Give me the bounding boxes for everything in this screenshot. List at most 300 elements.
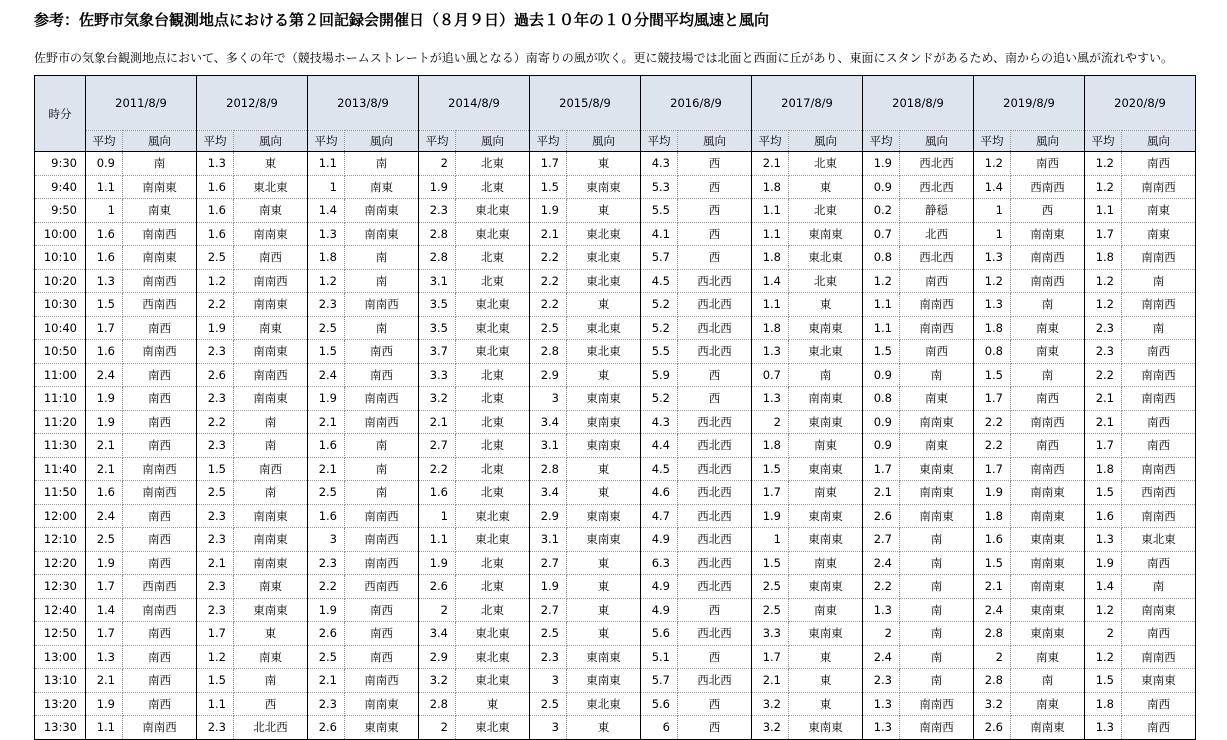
wind-direction-cell: 南 xyxy=(900,551,974,575)
wind-direction-cell: 南南西 xyxy=(345,410,419,434)
avg-header: 平均 xyxy=(308,131,345,152)
wind-direction-cell: 南南西 xyxy=(123,340,197,364)
wind-direction-cell: 東 xyxy=(234,152,308,176)
wind-direction-cell: 北東 xyxy=(456,575,530,599)
wind-direction-cell: 東北東 xyxy=(456,528,530,552)
wind-direction-cell: 北東 xyxy=(456,387,530,411)
avg-speed-cell: 1.2 xyxy=(1085,645,1122,669)
time-cell: 9:50 xyxy=(35,199,86,223)
wind-direction-cell: 南 xyxy=(900,598,974,622)
avg-speed-cell: 1.3 xyxy=(1085,528,1122,552)
wind-direction-cell: 南東 xyxy=(234,316,308,340)
avg-speed-cell: 1.7 xyxy=(197,622,234,646)
wind-direction-cell: 西北西 xyxy=(678,316,752,340)
avg-speed-cell: 2.4 xyxy=(863,551,900,575)
avg-speed-cell: 1.9 xyxy=(308,387,345,411)
wind-direction-cell: 南 xyxy=(345,152,419,176)
table-row xyxy=(35,575,1196,599)
wind-direction-cell: 南 xyxy=(345,434,419,458)
wind-direction-cell: 南南西 xyxy=(234,363,308,387)
avg-speed-cell: 5.5 xyxy=(641,199,678,223)
wind-direction-cell: 南東 xyxy=(1011,692,1085,716)
wind-direction-cell: 東南東 xyxy=(1011,622,1085,646)
avg-speed-cell: 3.2 xyxy=(419,669,456,693)
avg-speed-cell: 0.8 xyxy=(863,246,900,270)
avg-speed-cell: 2.3 xyxy=(308,692,345,716)
avg-speed-cell: 1.5 xyxy=(197,669,234,693)
wind-direction-cell: 東南東 xyxy=(789,622,863,646)
wind-direction-cell: 南 xyxy=(345,316,419,340)
avg-speed-cell: 1.7 xyxy=(1085,222,1122,246)
wind-direction-cell: 南南東 xyxy=(234,504,308,528)
avg-speed-cell: 1.9 xyxy=(752,504,789,528)
avg-speed-cell: 5.2 xyxy=(641,387,678,411)
avg-speed-cell: 1.1 xyxy=(863,293,900,317)
year-header-row xyxy=(35,76,1196,131)
avg-speed-cell: 1.3 xyxy=(974,246,1011,270)
year-header: 2015/8/9 xyxy=(530,76,641,131)
wind-direction-cell: 東南東 xyxy=(567,175,641,199)
wind-direction-cell: 西 xyxy=(678,199,752,223)
wind-direction-cell: 北東 xyxy=(456,457,530,481)
time-cell: 11:30 xyxy=(35,434,86,458)
wind-direction-cell: 東北東 xyxy=(789,340,863,364)
avg-speed-cell: 1.7 xyxy=(86,575,123,599)
year-header: 2019/8/9 xyxy=(974,76,1085,131)
avg-speed-cell: 1.9 xyxy=(86,387,123,411)
avg-speed-cell: 1.4 xyxy=(974,175,1011,199)
avg-speed-cell: 1.5 xyxy=(752,457,789,481)
wind-direction-cell: 東南東 xyxy=(567,504,641,528)
avg-speed-cell: 3.4 xyxy=(530,410,567,434)
wind-direction-cell: 東南東 xyxy=(789,716,863,740)
avg-speed-cell: 1.9 xyxy=(530,575,567,599)
time-cell: 10:10 xyxy=(35,246,86,270)
wind-direction-cell: 西北西 xyxy=(678,575,752,599)
avg-speed-cell: 3.2 xyxy=(974,692,1011,716)
avg-speed-cell: 5.6 xyxy=(641,692,678,716)
wind-direction-cell: 西 xyxy=(1011,199,1085,223)
avg-speed-cell: 1.5 xyxy=(974,363,1011,387)
avg-speed-cell: 4.9 xyxy=(641,598,678,622)
wind-direction-cell: 南 xyxy=(234,410,308,434)
avg-speed-cell: 6 xyxy=(641,716,678,740)
wind-direction-cell: 南南西 xyxy=(123,457,197,481)
wind-direction-cell: 南 xyxy=(234,481,308,505)
subheader-row xyxy=(35,131,1196,152)
avg-speed-cell: 2.1 xyxy=(1085,387,1122,411)
avg-speed-cell: 1.1 xyxy=(197,692,234,716)
wind-direction-cell: 西南西 xyxy=(123,293,197,317)
avg-speed-cell: 2.8 xyxy=(419,692,456,716)
table-row xyxy=(35,716,1196,740)
wind-direction-cell: 東 xyxy=(567,152,641,176)
avg-speed-cell: 2.1 xyxy=(863,481,900,505)
wind-direction-cell: 南 xyxy=(234,434,308,458)
avg-speed-cell: 5.9 xyxy=(641,363,678,387)
avg-speed-cell: 3.7 xyxy=(419,340,456,364)
wind-direction-cell: 南南西 xyxy=(1122,246,1196,270)
avg-speed-cell: 2.2 xyxy=(974,434,1011,458)
wind-direction-cell: 南西 xyxy=(345,340,419,364)
wind-direction-cell: 東 xyxy=(567,622,641,646)
avg-speed-cell: 0.7 xyxy=(863,222,900,246)
wind-direction-cell: 北東 xyxy=(456,551,530,575)
table-row xyxy=(35,387,1196,411)
wind-direction-cell: 南南西 xyxy=(345,528,419,552)
avg-speed-cell: 2.8 xyxy=(419,222,456,246)
wind-direction-cell: 南西 xyxy=(1122,551,1196,575)
table-row xyxy=(35,340,1196,364)
time-cell: 10:00 xyxy=(35,222,86,246)
avg-speed-cell: 1.1 xyxy=(863,316,900,340)
wind-direction-cell: 南南西 xyxy=(1122,387,1196,411)
avg-speed-cell: 2.1 xyxy=(308,410,345,434)
wind-direction-cell: 西北西 xyxy=(678,269,752,293)
avg-speed-cell: 2.1 xyxy=(974,575,1011,599)
avg-speed-cell: 1.9 xyxy=(419,551,456,575)
avg-speed-cell: 0.9 xyxy=(863,434,900,458)
wind-direction-cell: 南南東 xyxy=(234,387,308,411)
avg-speed-cell: 2.7 xyxy=(863,528,900,552)
wind-direction-cell: 南南西 xyxy=(345,504,419,528)
wind-direction-cell: 南 xyxy=(900,363,974,387)
wind-direction-cell: 東北東 xyxy=(456,504,530,528)
wind-direction-cell: 南南東 xyxy=(900,481,974,505)
time-cell: 12:00 xyxy=(35,504,86,528)
time-cell: 11:00 xyxy=(35,363,86,387)
avg-speed-cell: 2.2 xyxy=(1085,363,1122,387)
wind-direction-cell: 南東 xyxy=(789,598,863,622)
avg-speed-cell: 1.5 xyxy=(86,293,123,317)
avg-speed-cell: 2.7 xyxy=(530,551,567,575)
wind-direction-cell: 南南西 xyxy=(1122,293,1196,317)
wind-direction-cell: 南南西 xyxy=(1122,175,1196,199)
wind-direction-cell: 北東 xyxy=(789,269,863,293)
avg-speed-cell: 2.6 xyxy=(974,716,1011,740)
avg-speed-cell: 2.6 xyxy=(419,575,456,599)
table-row xyxy=(35,246,1196,270)
avg-speed-cell: 1.7 xyxy=(863,457,900,481)
avg-speed-cell: 1.1 xyxy=(86,175,123,199)
avg-speed-cell: 2.5 xyxy=(530,316,567,340)
avg-speed-cell: 4.5 xyxy=(641,269,678,293)
wind-direction-cell: 東 xyxy=(567,199,641,223)
avg-speed-cell: 1.7 xyxy=(86,316,123,340)
wind-direction-cell: 南南東 xyxy=(234,551,308,575)
avg-speed-cell: 5.1 xyxy=(641,645,678,669)
avg-speed-cell: 2.1 xyxy=(530,222,567,246)
avg-header: 平均 xyxy=(197,131,234,152)
wind-direction-cell: 南西 xyxy=(1122,622,1196,646)
avg-speed-cell: 1.6 xyxy=(86,340,123,364)
table-row xyxy=(35,410,1196,434)
avg-speed-cell: 2.5 xyxy=(530,622,567,646)
avg-speed-cell: 1.6 xyxy=(308,434,345,458)
wind-direction-cell: 東南東 xyxy=(234,598,308,622)
avg-speed-cell: 1.5 xyxy=(197,457,234,481)
avg-speed-cell: 3 xyxy=(530,669,567,693)
wind-direction-cell: 東 xyxy=(789,669,863,693)
wind-direction-cell: 東南東 xyxy=(789,410,863,434)
avg-speed-cell: 1.1 xyxy=(752,199,789,223)
wind-direction-cell: 西 xyxy=(678,692,752,716)
wind-direction-cell: 南南東 xyxy=(1011,504,1085,528)
avg-speed-cell: 2.5 xyxy=(752,575,789,599)
avg-speed-cell: 4.7 xyxy=(641,504,678,528)
direction-header: 風向 xyxy=(1122,131,1196,152)
wind-direction-cell: 西南西 xyxy=(1122,481,1196,505)
wind-direction-cell: 東北東 xyxy=(456,669,530,693)
avg-speed-cell: 1.7 xyxy=(86,622,123,646)
wind-direction-cell: 東北東 xyxy=(456,716,530,740)
avg-speed-cell: 1 xyxy=(974,222,1011,246)
wind-direction-cell: 南西 xyxy=(1011,152,1085,176)
wind-direction-cell: 東 xyxy=(567,598,641,622)
avg-header: 平均 xyxy=(863,131,900,152)
wind-direction-cell: 東北東 xyxy=(456,645,530,669)
wind-data-table xyxy=(34,75,1196,740)
avg-speed-cell: 2.2 xyxy=(530,246,567,270)
wind-direction-cell: 東南東 xyxy=(345,716,419,740)
wind-direction-cell: 南南西 xyxy=(900,692,974,716)
avg-speed-cell: 1 xyxy=(308,175,345,199)
avg-speed-cell: 2.4 xyxy=(308,363,345,387)
avg-speed-cell: 2.9 xyxy=(530,504,567,528)
wind-direction-cell: 西南西 xyxy=(1011,175,1085,199)
avg-speed-cell: 2 xyxy=(863,622,900,646)
wind-direction-cell: 東北東 xyxy=(567,340,641,364)
avg-speed-cell: 2.1 xyxy=(308,669,345,693)
avg-speed-cell: 2 xyxy=(419,598,456,622)
table-row xyxy=(35,622,1196,646)
avg-speed-cell: 2.5 xyxy=(308,645,345,669)
avg-speed-cell: 1.8 xyxy=(752,434,789,458)
avg-speed-cell: 1.3 xyxy=(752,340,789,364)
avg-speed-cell: 2.7 xyxy=(530,598,567,622)
direction-header: 風向 xyxy=(345,131,419,152)
wind-direction-cell: 西南西 xyxy=(345,575,419,599)
wind-direction-cell: 南南東 xyxy=(1011,551,1085,575)
wind-direction-cell: 東南東 xyxy=(900,457,974,481)
wind-direction-cell: 南東 xyxy=(234,199,308,223)
avg-speed-cell: 2 xyxy=(419,152,456,176)
avg-speed-cell: 1.1 xyxy=(308,152,345,176)
avg-speed-cell: 1.9 xyxy=(86,551,123,575)
avg-header: 平均 xyxy=(1085,131,1122,152)
avg-speed-cell: 2.3 xyxy=(1085,340,1122,364)
year-header: 2017/8/9 xyxy=(752,76,863,131)
avg-speed-cell: 2.1 xyxy=(1085,410,1122,434)
wind-direction-cell: 東 xyxy=(789,175,863,199)
avg-speed-cell: 1 xyxy=(419,504,456,528)
wind-direction-cell: 南東 xyxy=(789,481,863,505)
wind-direction-cell: 東南東 xyxy=(789,222,863,246)
wind-direction-cell: 北東 xyxy=(456,175,530,199)
time-cell: 12:50 xyxy=(35,622,86,646)
avg-speed-cell: 2.3 xyxy=(197,575,234,599)
wind-direction-cell: 南南西 xyxy=(345,293,419,317)
avg-speed-cell: 1 xyxy=(86,199,123,223)
avg-speed-cell: 1.9 xyxy=(86,692,123,716)
avg-speed-cell: 4.1 xyxy=(641,222,678,246)
wind-direction-cell: 西北西 xyxy=(678,457,752,481)
avg-speed-cell: 2.1 xyxy=(86,434,123,458)
wind-direction-cell: 西 xyxy=(678,363,752,387)
wind-direction-cell: 東 xyxy=(567,716,641,740)
wind-direction-cell: 南南東 xyxy=(123,175,197,199)
avg-speed-cell: 3 xyxy=(530,387,567,411)
avg-speed-cell: 1.4 xyxy=(308,199,345,223)
wind-direction-cell: 北東 xyxy=(789,199,863,223)
avg-speed-cell: 1.7 xyxy=(752,481,789,505)
avg-speed-cell: 1.6 xyxy=(197,199,234,223)
year-header: 2016/8/9 xyxy=(641,76,752,131)
table-row xyxy=(35,152,1196,176)
wind-direction-cell: 南西 xyxy=(900,269,974,293)
avg-speed-cell: 2 xyxy=(752,410,789,434)
wind-direction-cell: 南南西 xyxy=(123,222,197,246)
wind-direction-cell: 西北西 xyxy=(678,481,752,505)
wind-direction-cell: 南 xyxy=(900,622,974,646)
wind-direction-cell: 南西 xyxy=(123,645,197,669)
avg-speed-cell: 1.3 xyxy=(974,293,1011,317)
avg-speed-cell: 2 xyxy=(419,716,456,740)
avg-speed-cell: 1.9 xyxy=(86,410,123,434)
wind-direction-cell: 南東 xyxy=(900,387,974,411)
wind-direction-cell: 北東 xyxy=(456,598,530,622)
wind-direction-cell: 西 xyxy=(234,692,308,716)
avg-header: 平均 xyxy=(530,131,567,152)
avg-speed-cell: 1.2 xyxy=(308,269,345,293)
wind-direction-cell: 南南西 xyxy=(900,716,974,740)
wind-direction-cell: 南西 xyxy=(123,363,197,387)
avg-speed-cell: 2.3 xyxy=(197,387,234,411)
avg-speed-cell: 2.1 xyxy=(86,457,123,481)
avg-speed-cell: 5.7 xyxy=(641,669,678,693)
wind-direction-cell: 南 xyxy=(789,363,863,387)
wind-direction-cell: 南西 xyxy=(123,387,197,411)
wind-direction-cell: 南西 xyxy=(123,692,197,716)
avg-speed-cell: 1.2 xyxy=(1085,152,1122,176)
avg-speed-cell: 0.8 xyxy=(863,387,900,411)
wind-direction-cell: 北東 xyxy=(456,152,530,176)
avg-speed-cell: 2.1 xyxy=(197,551,234,575)
avg-speed-cell: 2.2 xyxy=(974,410,1011,434)
wind-direction-cell: 南南西 xyxy=(1122,363,1196,387)
avg-speed-cell: 2.5 xyxy=(308,481,345,505)
wind-direction-cell: 西北西 xyxy=(678,434,752,458)
avg-speed-cell: 4.6 xyxy=(641,481,678,505)
wind-direction-cell: 南西 xyxy=(234,457,308,481)
time-cell: 13:00 xyxy=(35,645,86,669)
avg-speed-cell: 4.5 xyxy=(641,457,678,481)
time-cell: 12:20 xyxy=(35,551,86,575)
wind-direction-cell: 南西 xyxy=(345,363,419,387)
wind-direction-cell: 南西 xyxy=(123,316,197,340)
wind-direction-cell: 西北西 xyxy=(678,410,752,434)
wind-direction-cell: 西 xyxy=(678,598,752,622)
time-cell: 11:10 xyxy=(35,387,86,411)
table-row xyxy=(35,528,1196,552)
wind-direction-cell: 南東 xyxy=(900,434,974,458)
avg-speed-cell: 2.5 xyxy=(197,481,234,505)
avg-speed-cell: 1.2 xyxy=(197,645,234,669)
avg-speed-cell: 1.8 xyxy=(1085,692,1122,716)
wind-direction-cell: 東 xyxy=(567,575,641,599)
avg-speed-cell: 5.6 xyxy=(641,622,678,646)
wind-direction-cell: 東北東 xyxy=(567,692,641,716)
avg-speed-cell: 0.7 xyxy=(752,363,789,387)
avg-speed-cell: 3 xyxy=(308,528,345,552)
avg-speed-cell: 2.1 xyxy=(752,669,789,693)
avg-speed-cell: 3.5 xyxy=(419,293,456,317)
avg-header: 平均 xyxy=(752,131,789,152)
wind-direction-cell: 南南東 xyxy=(234,528,308,552)
avg-speed-cell: 1 xyxy=(974,199,1011,223)
avg-speed-cell: 4.9 xyxy=(641,528,678,552)
avg-speed-cell: 2.1 xyxy=(419,410,456,434)
avg-speed-cell: 1.3 xyxy=(1085,716,1122,740)
avg-speed-cell: 1.9 xyxy=(197,316,234,340)
wind-direction-cell: 南南東 xyxy=(900,504,974,528)
avg-speed-cell: 2.3 xyxy=(197,504,234,528)
wind-direction-cell: 北東 xyxy=(456,246,530,270)
wind-direction-cell: 南南西 xyxy=(1011,269,1085,293)
year-header: 2018/8/9 xyxy=(863,76,974,131)
avg-speed-cell: 1.6 xyxy=(86,481,123,505)
avg-speed-cell: 1.5 xyxy=(1085,669,1122,693)
wind-direction-cell: 東北東 xyxy=(456,293,530,317)
avg-speed-cell: 3.4 xyxy=(530,481,567,505)
wind-direction-cell: 東南東 xyxy=(789,528,863,552)
wind-direction-cell: 南南西 xyxy=(123,481,197,505)
wind-direction-cell: 南西 xyxy=(123,504,197,528)
avg-speed-cell: 0.9 xyxy=(863,410,900,434)
wind-direction-cell: 東 xyxy=(567,363,641,387)
table-body xyxy=(35,152,1196,740)
avg-speed-cell: 1.6 xyxy=(86,246,123,270)
wind-direction-cell: 南 xyxy=(900,575,974,599)
avg-speed-cell: 2.8 xyxy=(974,669,1011,693)
direction-header: 風向 xyxy=(789,131,863,152)
avg-speed-cell: 3.5 xyxy=(419,316,456,340)
wind-direction-cell: 南 xyxy=(900,528,974,552)
table-row xyxy=(35,175,1196,199)
wind-direction-cell: 東 xyxy=(567,293,641,317)
time-cell: 13:20 xyxy=(35,692,86,716)
wind-direction-cell: 南東 xyxy=(123,199,197,223)
table-row xyxy=(35,457,1196,481)
wind-direction-cell: 東南東 xyxy=(789,316,863,340)
avg-speed-cell: 2.8 xyxy=(530,457,567,481)
wind-direction-cell: 東 xyxy=(234,622,308,646)
wind-direction-cell: 南南東 xyxy=(345,222,419,246)
table-row xyxy=(35,481,1196,505)
wind-direction-cell: 南西 xyxy=(234,246,308,270)
wind-direction-cell: 南南東 xyxy=(900,410,974,434)
wind-direction-cell: 西北西 xyxy=(678,622,752,646)
avg-speed-cell: 1.8 xyxy=(974,504,1011,528)
avg-speed-cell: 5.5 xyxy=(641,340,678,364)
wind-direction-cell: 南東 xyxy=(1011,645,1085,669)
wind-direction-cell: 北東 xyxy=(456,434,530,458)
wind-direction-cell: 南東 xyxy=(345,175,419,199)
wind-direction-cell: 東南東 xyxy=(789,575,863,599)
table-row xyxy=(35,269,1196,293)
wind-direction-cell: 東南東 xyxy=(1122,669,1196,693)
avg-speed-cell: 1.9 xyxy=(1085,551,1122,575)
